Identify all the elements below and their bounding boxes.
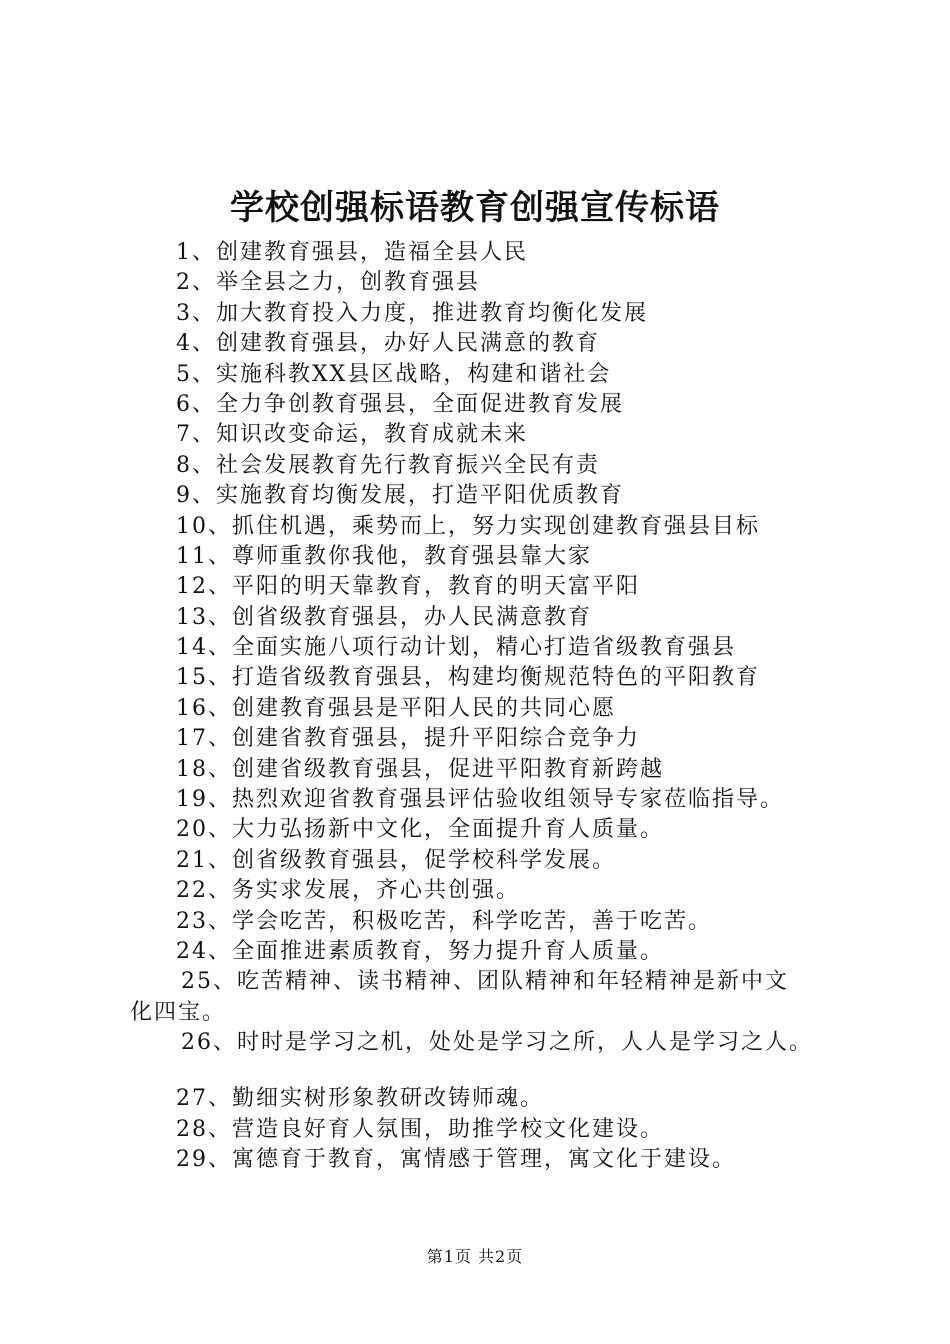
list-item bbox=[0, 755, 950, 785]
list-item bbox=[0, 815, 950, 845]
list-item bbox=[0, 1028, 950, 1084]
list-item bbox=[0, 1084, 950, 1114]
list-item-text: 5、实施科教XX县区战略，构建和谐社会 bbox=[176, 361, 612, 387]
list-item-text: 14、全面实施八项行动计划，精心打造省级教育强县 bbox=[176, 635, 736, 661]
list-item-text: 27、勤细实树形象教研改铸师魂。 bbox=[176, 1086, 544, 1112]
list-item-text: 9、实施教育均衡发展，打造平阳优质教育 bbox=[176, 483, 624, 509]
list-item bbox=[0, 420, 950, 450]
list-item-text: 10、抓住机遇，乘势而上，努力实现创建教育强县目标 bbox=[176, 513, 760, 539]
list-item bbox=[0, 785, 950, 815]
list-item bbox=[0, 299, 950, 329]
list-item bbox=[0, 876, 950, 906]
list-item-text: 3、加大教育投入力度，推进教育均衡化发展 bbox=[176, 300, 648, 326]
list-item-text: 28、营造良好育人氛围，助推学校文化建设。 bbox=[176, 1116, 664, 1142]
list-item-text: 18、创建省级教育强县，促进平阳教育新跨越 bbox=[176, 756, 664, 782]
list-item bbox=[0, 268, 950, 298]
list-item-text: 25、吃苦精神、读书精神、团队精神和年轻精神是新中文 bbox=[181, 969, 789, 995]
list-item bbox=[0, 633, 950, 663]
list-item-text: 6、全力争创教育强县，全面促进教育发展 bbox=[176, 391, 624, 417]
list-item-text: 19、热烈欢迎省教育强县评估验收组领导专家莅临指导。 bbox=[176, 787, 784, 813]
list-item bbox=[0, 907, 950, 937]
document-title: 学校创强标语教育创强宣传标语 bbox=[230, 188, 720, 228]
list-item-text: 12、平阳的明天靠教育，教育的明天富平阳 bbox=[176, 574, 640, 600]
list-item bbox=[0, 481, 950, 511]
list-item-text: 15、打造省级教育强县，构建均衡规范特色的平阳教育 bbox=[176, 665, 760, 691]
list-item bbox=[0, 937, 950, 967]
list-item bbox=[0, 542, 950, 572]
list-item-text: 4、创建教育强县，办好人民满意的教育 bbox=[176, 331, 600, 357]
list-item-text: 21、创省级教育强县，促学校科学发展。 bbox=[176, 847, 616, 873]
list-item-text: 13、创省级教育强县，办人民满意教育 bbox=[176, 604, 592, 630]
list-item bbox=[0, 451, 950, 481]
list-item-text: 16、创建教育强县是平阳人民的共同心愿 bbox=[176, 695, 616, 721]
list-item-text: 29、寓德育于教育，寓情感于管理，寓文化于建设。 bbox=[176, 1146, 736, 1172]
list-item-text: 22、务实求发展，齐心共创强。 bbox=[176, 878, 520, 904]
list-item-text: 7、知识改变命运，教育成就未来 bbox=[176, 422, 528, 448]
list-item bbox=[0, 1145, 950, 1175]
list-item bbox=[0, 724, 950, 754]
list-item-text: 8、社会发展教育先行教育振兴全民有责 bbox=[176, 452, 600, 478]
list-item-text: 23、学会吃苦，积极吃苦，科学吃苦，善于吃苦。 bbox=[176, 908, 712, 934]
list-item-text: 11、尊师重教你我他，教育强县靠大家 bbox=[176, 543, 592, 569]
list-item bbox=[0, 238, 950, 268]
list-item-text: 26、时时是学习之机，处处是学习之所，人人是学习之人。 bbox=[181, 1030, 813, 1056]
slogan-list bbox=[0, 238, 950, 1175]
list-item bbox=[0, 663, 950, 693]
list-item bbox=[0, 967, 950, 1028]
page-footer: 第1页 共2页 bbox=[426, 1247, 524, 1266]
list-item bbox=[0, 846, 950, 876]
list-item-text: 2、举全县之力，创教育强县 bbox=[176, 270, 480, 296]
list-item bbox=[0, 603, 950, 633]
list-item bbox=[0, 512, 950, 542]
list-item-text: 17、创建省教育强县，提升平阳综合竞争力 bbox=[176, 726, 640, 752]
list-item-text: 1、创建教育强县，造福全县人民 bbox=[176, 240, 528, 265]
list-item bbox=[0, 1115, 950, 1145]
list-item-text: 20、大力弘扬新中文化，全面提升育人质量。 bbox=[176, 817, 664, 843]
list-item bbox=[0, 329, 950, 359]
list-item bbox=[0, 572, 950, 602]
list-item bbox=[0, 360, 950, 390]
list-item-text: 24、全面推进素质教育，努力提升育人质量。 bbox=[176, 938, 664, 964]
list-item bbox=[0, 390, 950, 420]
list-item bbox=[0, 694, 950, 724]
list-item-text-continued: 化四宝。 bbox=[130, 999, 227, 1025]
